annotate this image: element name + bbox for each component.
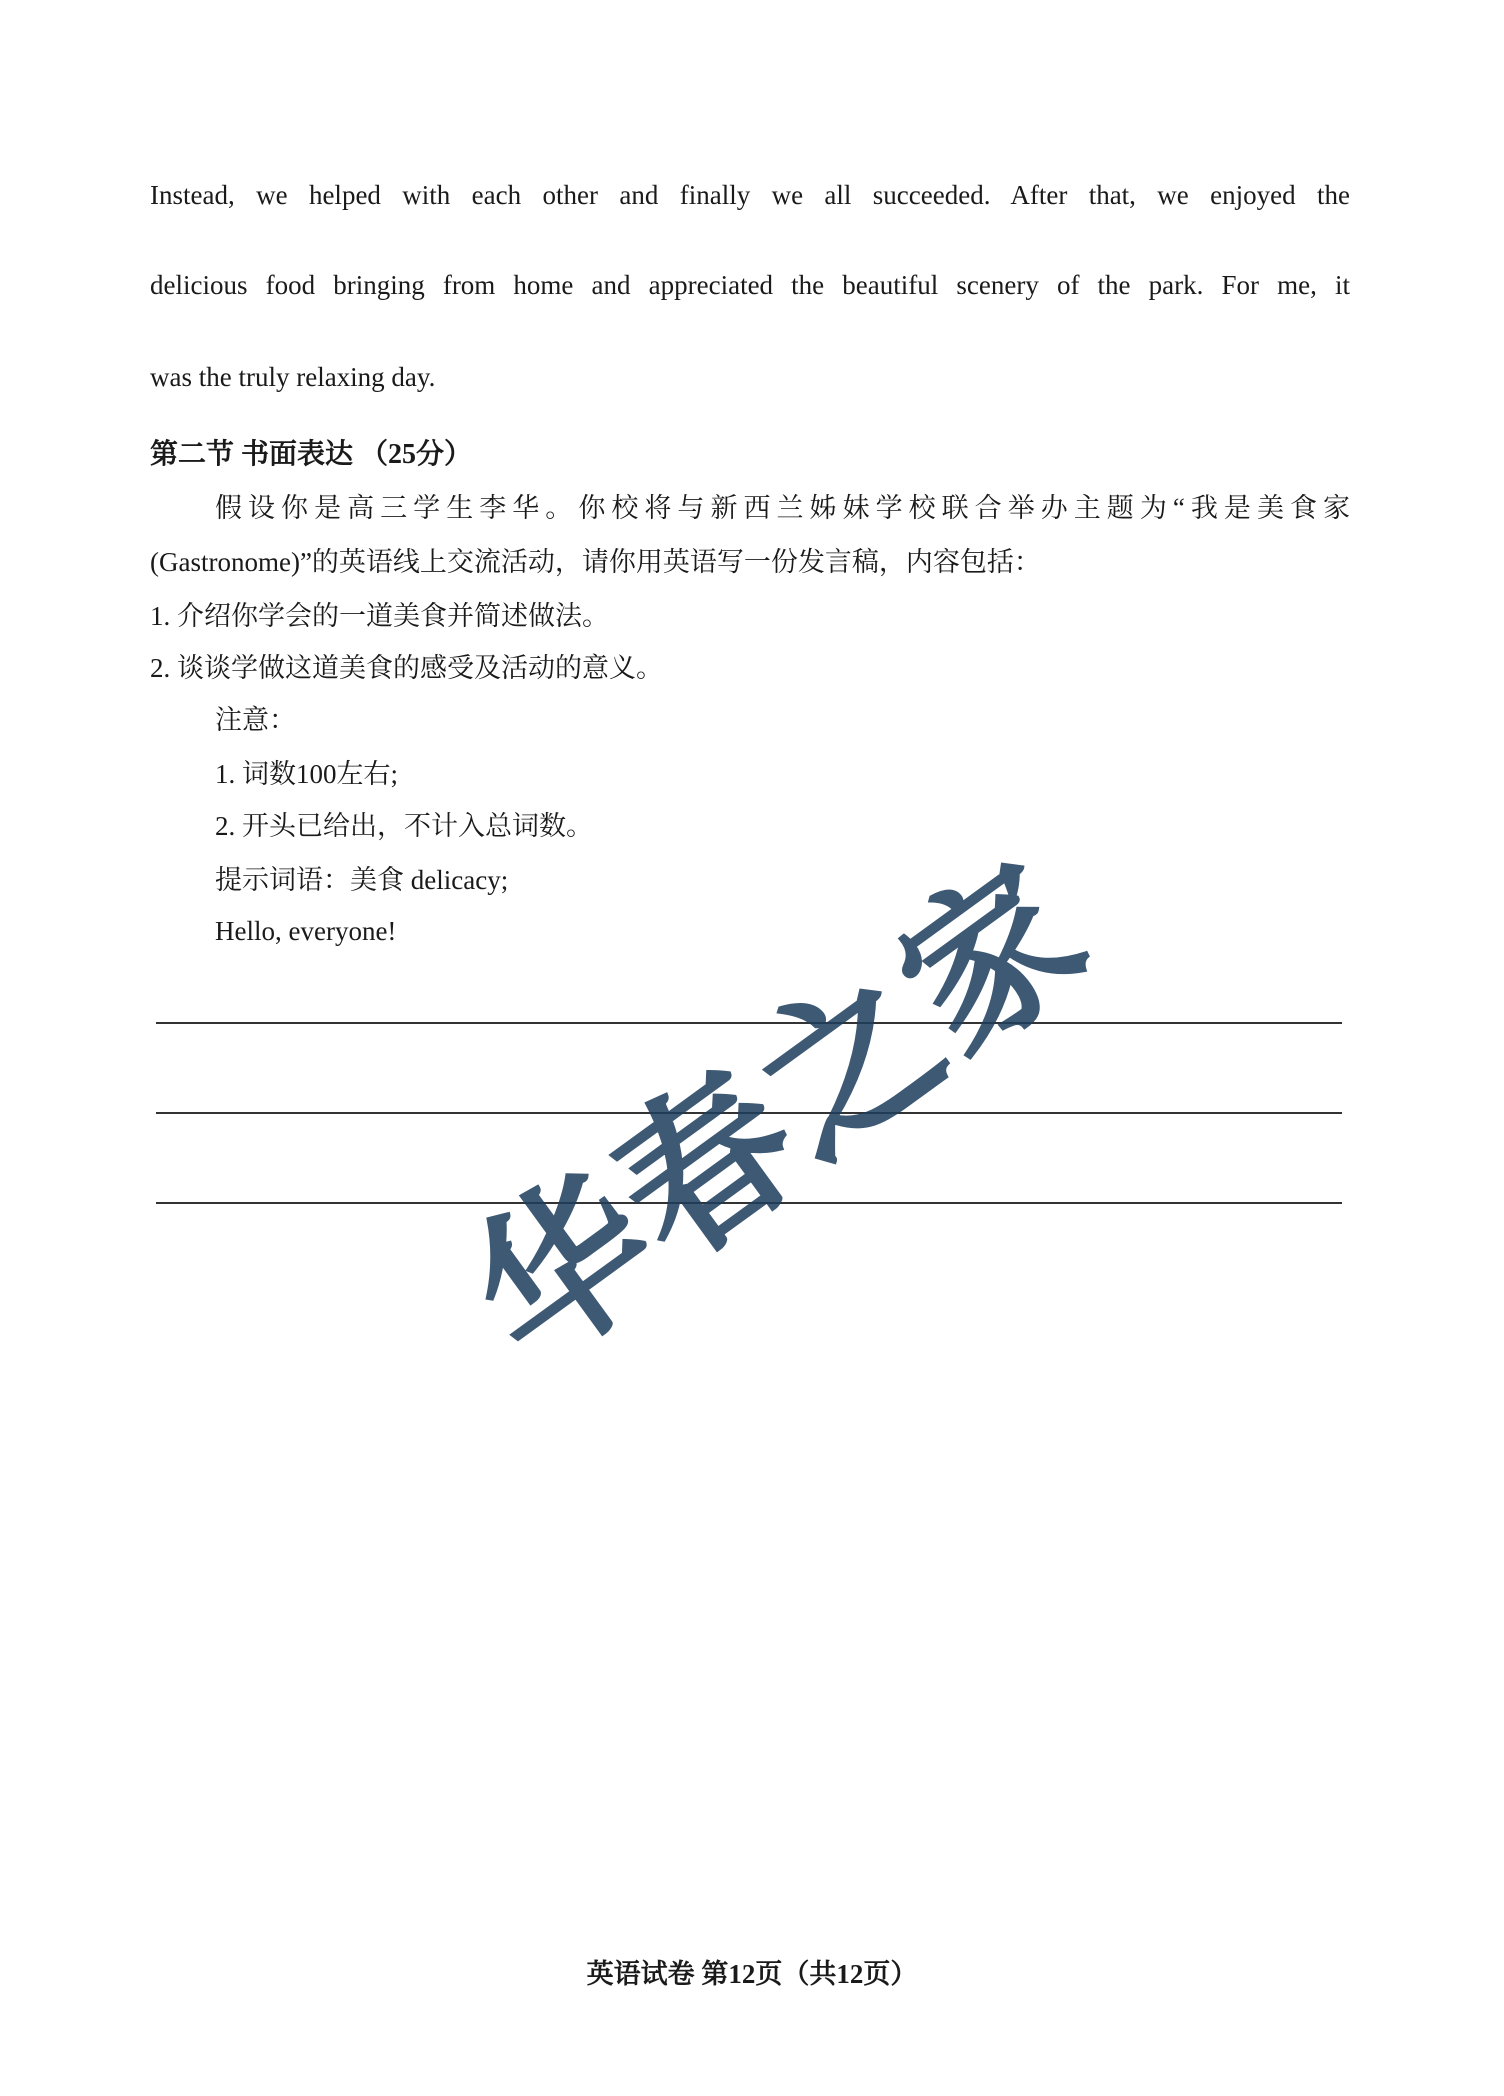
page-footer: 英语试卷 第12页（共12页） bbox=[586, 1959, 918, 1989]
hint-words: 提示词语：美食 delicacy; bbox=[215, 865, 509, 895]
note-label: 注意： bbox=[215, 705, 296, 735]
passage-line-2: delicious food bringing from home and appreciated the beautiful scenery of the park. For me, it bbox=[150, 270, 1350, 300]
note-1: 1. 词数100左右; bbox=[215, 759, 399, 789]
requirement-1: 1. 介绍你学会的一道美食并简述做法。 bbox=[150, 601, 609, 631]
opening-line: Hello, everyone! bbox=[215, 916, 397, 946]
requirement-2: 2. 谈谈学做这道美食的感受及活动的意义。 bbox=[150, 653, 663, 683]
prompt-line-2: (Gastronome)”的英语线上交流活动，请你用英语写一份发言稿，内容包括： bbox=[150, 547, 1041, 577]
watermark: 华春之家 bbox=[436, 825, 1124, 1402]
note-2: 2. 开头已给出，不计入总词数。 bbox=[215, 811, 593, 841]
prompt-line-1: 假设你是高三学生李华。你校将与新西兰姊妹学校联合举办主题为“我是美食家 bbox=[215, 493, 1350, 523]
section-heading: 第二节 书面表达 （25分） bbox=[150, 439, 473, 470]
passage-line-1: Instead, we helped with each other and finally we all succeeded. After that, we enjoyed the bbox=[150, 180, 1350, 210]
passage-line-3: was the truly relaxing day. bbox=[150, 362, 436, 392]
